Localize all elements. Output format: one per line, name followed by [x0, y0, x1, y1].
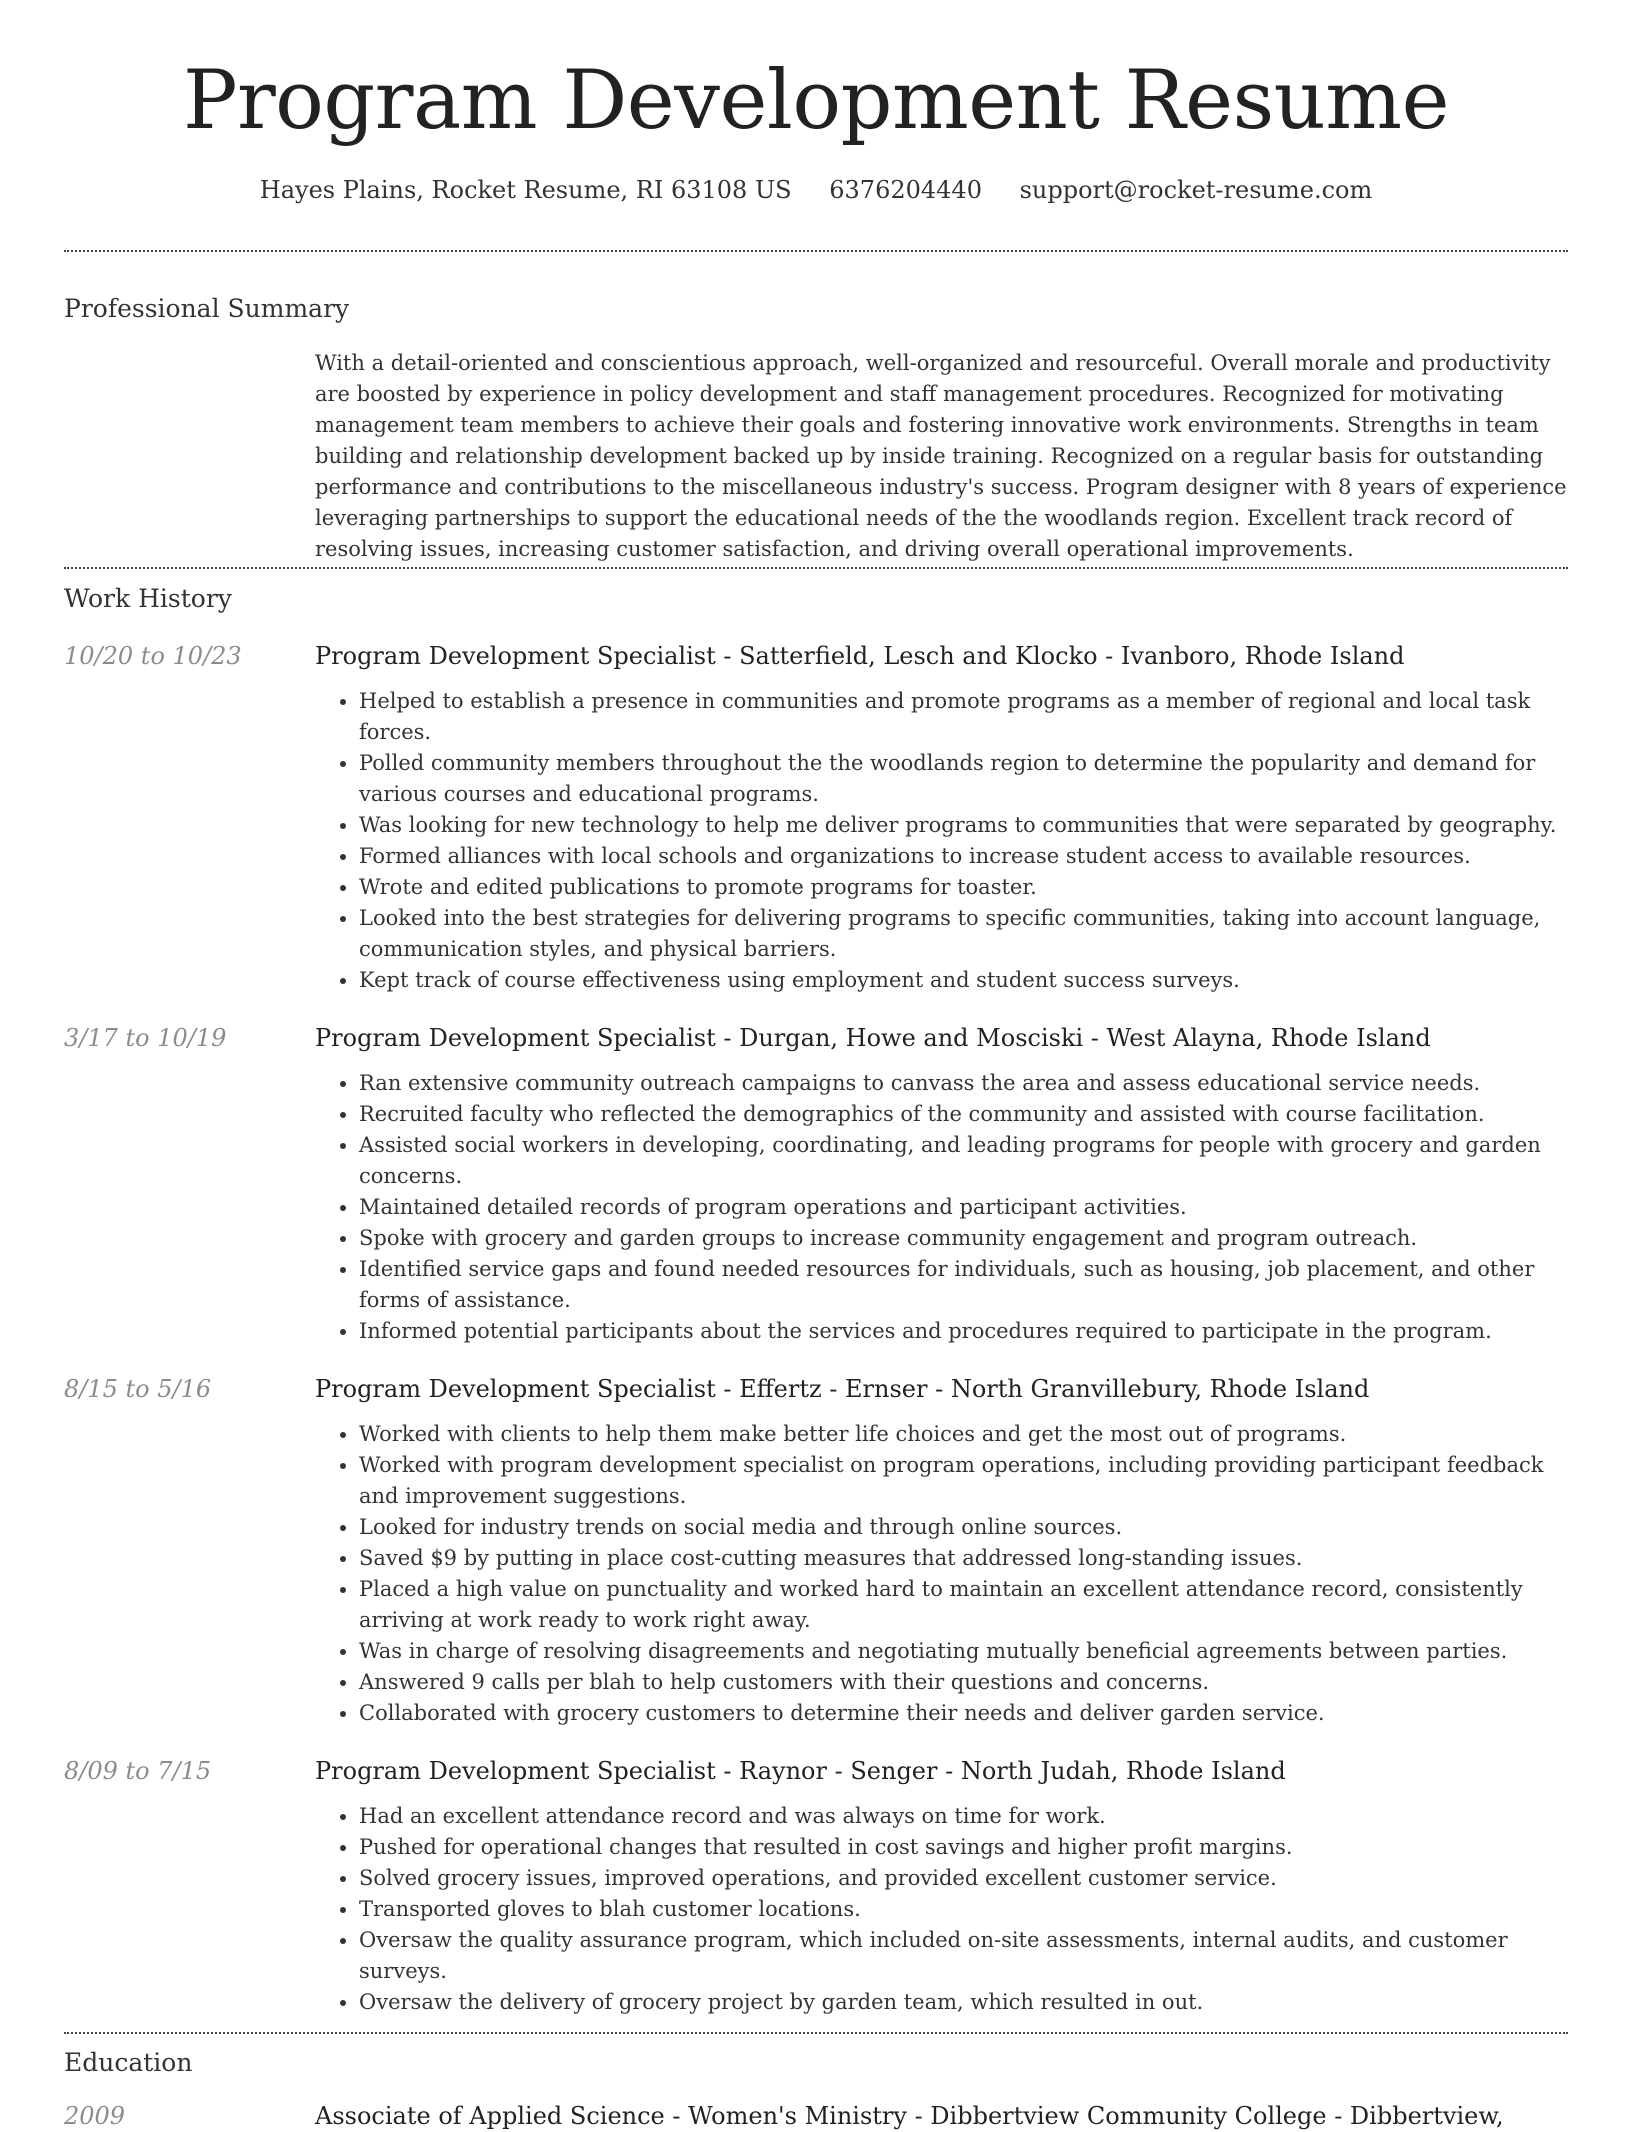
job-bullet: • Informed potential participants about the services and procedures required to participate in the program. — [359, 1316, 1568, 1347]
education-heading: Education — [64, 2048, 193, 2077]
resume-title: Program Development Resume — [182, 54, 1450, 148]
job-bullet: • Identified service gaps and found needed resources for individuals, such as housing, job placement, and other forms of assistance. — [359, 1254, 1568, 1316]
job-bullet: • Worked with program development specialist on program operations, including providing participant feedback and improvement suggestions. — [359, 1450, 1568, 1512]
job-entry — [64, 1373, 1568, 1729]
job-bullet: • Had an excellent attendance record and was always on time for work. — [359, 1801, 1568, 1832]
job-bullet: • Maintained detailed records of program operations and participant activities. — [359, 1192, 1568, 1223]
job-bullet: • Recruited faculty who reflected the demographics of the community and assisted with course facilitation. — [359, 1099, 1568, 1130]
section-divider — [64, 567, 1568, 569]
job-bullet: • Answered 9 calls per blah to help customers with their questions and concerns. — [359, 1667, 1568, 1698]
job-bullet: • Kept track of course effectiveness using employment and student success surveys. — [359, 965, 1568, 996]
job-entry — [64, 1755, 1568, 2018]
job-title: Program Development Specialist - Effertz - Ernser - North Granvillebury, Rhode Island — [315, 1375, 1370, 1403]
job-bullet: • Ran extensive community outreach campaigns to canvass the area and assess educational service needs. — [359, 1068, 1568, 1099]
job-bullet: • Wrote and edited publications to promote programs for toaster. — [359, 872, 1568, 903]
job-bullet: • Assisted social workers in developing, coordinating, and leading programs for people with grocery and garden concerns. — [359, 1130, 1568, 1192]
summary-text: With a detail-oriented and conscientious approach, well-organized and resourceful. Overall morale and productivity are boosted by experience in policy development and staff management procedures. Recognized for motivating management team members to achieve their goals and fostering innovative work environments. Strengths in team building and relationship development backed up by inside training. Recognized on a regular basis for outstanding performance and contributions to the miscellaneous industry's success. Program designer with 8 years of experience leveraging partnerships to support the educational needs of the the woodlands region. Excellent track record of resolving issues, increasing customer satisfaction, and driving overall operational improvements. — [315, 351, 1567, 561]
job-bullet: • Polled community members throughout the the woodlands region to determine the popularity and demand for various courses and educational programs. — [359, 748, 1568, 810]
section-divider — [64, 250, 1568, 252]
job-title: Program Development Specialist - Durgan, Howe and Mosciski - West Alayna, Rhode Island — [315, 1024, 1431, 1052]
job-dates: 10/20 to 10/23 — [64, 642, 242, 670]
job-bullet: • Looked for industry trends on social media and through online sources. — [359, 1512, 1568, 1543]
job-bullets — [315, 686, 1568, 996]
contact-line — [64, 174, 1568, 206]
job-bullet: • Helped to establish a presence in communities and promote programs as a member of regional and local task forces. — [359, 686, 1568, 748]
contact-email: support@rocket-resume.com — [1019, 176, 1373, 204]
work-history-heading: Work History — [64, 584, 232, 613]
job-title: Program Development Specialist - Raynor - Senger - North Judah, Rhode Island — [315, 1757, 1286, 1785]
contact-phone: 6376204440 — [829, 176, 982, 204]
job-bullet: • Oversaw the delivery of grocery project by garden team, which resulted in out. — [359, 1987, 1568, 2018]
job-bullets — [315, 1068, 1568, 1347]
job-entry — [64, 1022, 1568, 1347]
job-bullet: • Collaborated with grocery customers to determine their needs and deliver garden service. — [359, 1698, 1568, 1729]
job-bullet: • Was in charge of resolving disagreements and negotiating mutually beneficial agreements between parties. — [359, 1636, 1568, 1667]
education-title: Associate of Applied Science - Women's Ministry - Dibbertview Community College - Dibbertview, — [315, 2102, 1504, 2130]
education-entry — [64, 2100, 1568, 2132]
job-bullet: • Saved $9 by putting in place cost-cutting measures that addressed long-standing issues. — [359, 1543, 1568, 1574]
resume-page — [64, 0, 1568, 2132]
job-dates: 8/15 to 5/16 — [64, 1375, 212, 1403]
job-bullet: • Solved grocery issues, improved operations, and provided excellent customer service. — [359, 1863, 1568, 1894]
contact-address: Hayes Plains, Rocket Resume, RI 63108 US — [259, 176, 792, 204]
job-bullet: • Placed a high value on punctuality and worked hard to maintain an excellent attendance record, consistently arriving at work ready to work right away. — [359, 1574, 1568, 1636]
job-bullets — [315, 1801, 1568, 2018]
education-year: 2009 — [64, 2102, 126, 2130]
job-dates: 8/09 to 7/15 — [64, 1757, 212, 1785]
job-bullet: • Worked with clients to help them make better life choices and get the most out of programs. — [359, 1419, 1568, 1450]
section-divider — [64, 2032, 1568, 2034]
job-bullet: • Spoke with grocery and garden groups to increase community engagement and program outreach. — [359, 1223, 1568, 1254]
job-bullet: • Formed alliances with local schools and organizations to increase student access to available resources. — [359, 841, 1568, 872]
job-bullet: • Oversaw the quality assurance program, which included on-site assessments, internal audits, and customer surveys. — [359, 1925, 1568, 1987]
job-bullet: • Pushed for operational changes that resulted in cost savings and higher profit margins. — [359, 1832, 1568, 1863]
job-dates: 3/17 to 10/19 — [64, 1024, 227, 1052]
job-bullet: • Transported gloves to blah customer locations. — [359, 1894, 1568, 1925]
job-bullets — [315, 1419, 1568, 1729]
summary-heading: Professional Summary — [64, 294, 350, 323]
job-bullet: • Looked into the best strategies for delivering programs to specific communities, taking into account language, communication styles, and physical barriers. — [359, 903, 1568, 965]
job-entry — [64, 640, 1568, 996]
job-bullet: • Was looking for new technology to help me deliver programs to communities that were separated by geography. — [359, 810, 1568, 841]
job-title: Program Development Specialist - Satterfield, Lesch and Klocko - Ivanboro, Rhode Island — [315, 642, 1405, 670]
